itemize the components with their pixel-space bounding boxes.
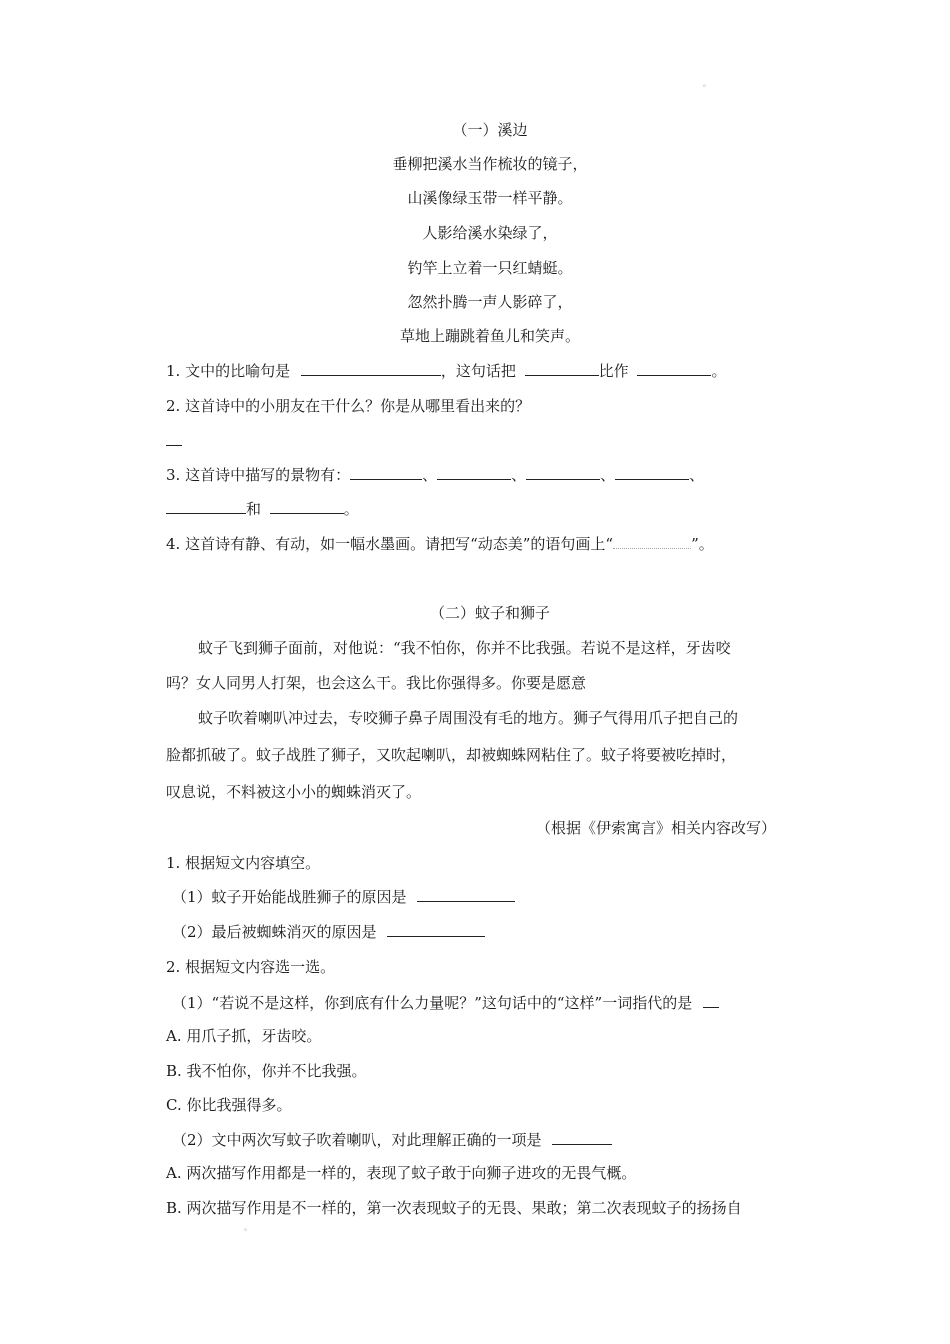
corner-mark: 。 xyxy=(703,79,711,88)
paragraph-line: 蚊子飞到狮子面前，对他说：“我不怕你，你并不比我强。若说不是这样，牙齿咬 xyxy=(198,639,731,657)
question-text: 。 xyxy=(343,500,359,518)
question-1 xyxy=(166,361,726,381)
option[interactable]: B. 我不怕你，你并不比我强。 xyxy=(166,1062,367,1080)
poem-line: 垂柳把溪水当作梳妆的镜子， xyxy=(392,155,588,173)
paragraph-line: 蚊子吹着喇叭冲过去，专咬狮子鼻子周围没有毛的地方。狮子气得用爪子把自己的 xyxy=(198,709,739,727)
question-text: 。 xyxy=(711,362,727,380)
answer-blank[interactable] xyxy=(387,922,485,937)
question-text: ”。 xyxy=(691,535,714,553)
option[interactable]: B. 两次描写作用是不一样的，第一次表现蚊子的无畏、果敢；第二次表现蚊子的扬扬自 xyxy=(166,1199,742,1217)
answer-blank[interactable] xyxy=(166,431,182,446)
poem-line: 钓竿上立着一只红蜻蜓。 xyxy=(407,259,573,277)
question-2-1 xyxy=(172,993,719,1013)
question-3 xyxy=(166,465,704,485)
poem-line: 忽然扑腾一声人影碎了， xyxy=(407,293,573,311)
separator: 、 xyxy=(511,466,527,484)
answer-blank[interactable] xyxy=(417,887,515,902)
separator: 、 xyxy=(600,466,616,484)
question-text: 比作 xyxy=(598,362,629,380)
question-1-1 xyxy=(172,887,515,907)
answer-blank[interactable] xyxy=(552,1130,612,1145)
question-text: 和 xyxy=(246,500,262,518)
question-text: （1）“若说不是这样，你到底有什么力量呢？”这句话中的“这样”一词指代的是 xyxy=(172,994,693,1012)
question-text: （2）最后被蜘蛛消灭的原因是 xyxy=(172,923,377,941)
question-2-title: 2. 根据短文内容选一选。 xyxy=(166,958,336,976)
question-2-2 xyxy=(172,1130,612,1150)
paragraph-line: 叹息说，不料被这小小的蜘蛛消灭了。 xyxy=(166,783,422,801)
separator: 、 xyxy=(689,466,705,484)
answer-blank[interactable] xyxy=(703,993,719,1008)
question-4 xyxy=(166,534,714,554)
paragraph-line: 脸都抓破了。蚊子战胜了狮子，又吹起喇叭，却被蜘蛛网粘住了。蚊子将要被吃掉时， xyxy=(166,746,737,764)
answer-blank[interactable] xyxy=(350,465,422,480)
poem-line: 草地上蹦跳着鱼儿和笑声。 xyxy=(399,327,580,345)
answer-blank[interactable] xyxy=(525,361,599,376)
separator: 、 xyxy=(422,466,438,484)
paragraph-line: 吗？女人同男人打架，也会这么干。我比你强得多。你要是愿意 xyxy=(166,674,587,692)
option[interactable]: A. 用爪子抓，牙齿咬。 xyxy=(166,1027,322,1045)
question-1-title: 1. 根据短文内容填空。 xyxy=(166,854,321,872)
option[interactable]: A. 两次描写作用都是一样的，表现了蚊子敢于向狮子进攻的无畏气概。 xyxy=(166,1164,637,1182)
answer-blank[interactable] xyxy=(166,499,246,514)
footer-mark: 。 xyxy=(244,1223,252,1232)
answer-blank[interactable] xyxy=(637,361,711,376)
section1-title: （一）溪边 xyxy=(452,121,528,139)
question-text: （1）蚊子开始能战胜狮子的原因是 xyxy=(172,888,407,906)
source-note: （根据《伊索寓言》相关内容改写） xyxy=(536,819,777,837)
answer-blank[interactable] xyxy=(270,499,344,514)
section2-title: （二）蚊子和狮子 xyxy=(429,604,550,622)
question-2: 2. 这首诗中的小朋友在干什么？你是从哪里看出来的？ xyxy=(166,397,531,415)
question-1-2 xyxy=(172,922,485,942)
wavy-underline-sample xyxy=(613,534,691,549)
question-3-cont xyxy=(166,499,359,519)
poem-line: 山溪像绿玉带一样平静。 xyxy=(407,189,573,207)
question-text: 1. 文中的比喻句是 xyxy=(166,362,291,380)
question-text: 4. 这首诗有静、有动，如一幅水墨画。请把写“动态美”的语句画上“ xyxy=(166,535,614,553)
answer-line[interactable] xyxy=(166,431,182,451)
answer-blank[interactable] xyxy=(526,465,600,480)
answer-blank[interactable] xyxy=(437,465,511,480)
question-text: ，这句话把 xyxy=(440,362,516,380)
answer-blank[interactable] xyxy=(615,465,689,480)
poem-line: 人影给溪水染绿了， xyxy=(422,224,558,242)
option[interactable]: C. 你比我强得多。 xyxy=(166,1096,292,1114)
answer-blank[interactable] xyxy=(301,361,441,376)
question-text: （2）文中两次写蚊子吹着喇叭，对此理解正确的一项是 xyxy=(172,1131,542,1149)
question-text: 3. 这首诗中描写的景物有： xyxy=(166,466,351,484)
